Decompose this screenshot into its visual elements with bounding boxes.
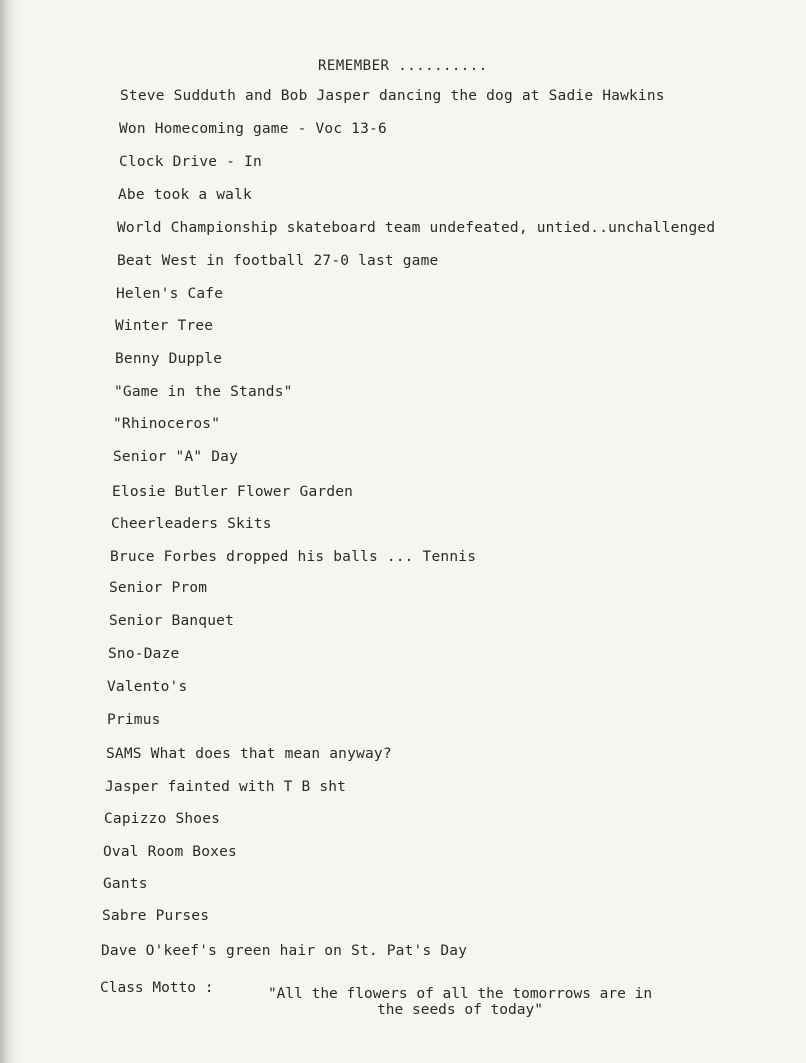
list-item: Senior Banquet <box>109 613 235 629</box>
list-item: Valento's <box>107 679 188 695</box>
list-item: Winter Tree <box>115 318 214 334</box>
class-motto-label: Class Motto : <box>100 980 214 996</box>
list-item: Won Homecoming game - Voc 13-6 <box>119 121 387 137</box>
list-item: Sno-Daze <box>108 646 180 662</box>
list-item: Cheerleaders Skits <box>111 516 272 532</box>
list-item: Jasper fainted with T B sht <box>105 779 347 795</box>
list-item: Capizzo Shoes <box>104 811 221 827</box>
list-item: Helen's Cafe <box>116 286 224 302</box>
list-item: Gants <box>103 876 148 892</box>
list-item: "Game in the Stands" <box>114 384 293 400</box>
list-item: Bruce Forbes dropped his balls ... Tennis <box>110 549 477 565</box>
list-item: Steve Sudduth and Bob Jasper dancing the dog at Sadie Hawkins <box>120 88 665 104</box>
list-item: Senior Prom <box>109 580 208 596</box>
list-item: Dave O'keef's green hair on St. Pat's Day <box>101 943 468 959</box>
list-item: World Championship skateboard team undefeated, untied..unchallenged <box>117 220 716 236</box>
list-item: Beat West in football 27-0 last game <box>117 253 439 269</box>
list-item: SAMS What does that mean anyway? <box>106 746 392 762</box>
list-item: Benny Dupple <box>115 351 223 367</box>
list-item: Oval Room Boxes <box>103 844 237 860</box>
list-item: Primus <box>107 712 161 728</box>
list-item: "Rhinoceros" <box>113 416 221 432</box>
page-edge-shadow <box>0 0 22 1063</box>
list-item: Senior "A" Day <box>113 449 239 465</box>
class-motto-quote: "All the flowers of all the tomorrows are in the seeds of today" <box>267 986 653 1018</box>
list-item: Clock Drive - In <box>119 154 262 170</box>
list-item: Abe took a walk <box>118 187 252 203</box>
list-item: Elosie Butler Flower Garden <box>112 484 354 500</box>
list-item: Sabre Purses <box>102 908 210 924</box>
page-title: REMEMBER .......... <box>318 58 488 74</box>
